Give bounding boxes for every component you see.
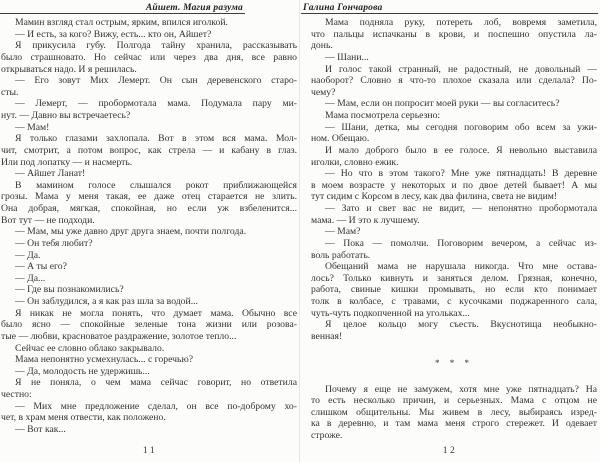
line-gap xyxy=(311,343,597,357)
text-line: — Лемерт, — пробормотала мама. Подумала пару ми- xyxy=(15,98,297,110)
text-line: тут сидим с Корсом в лесу, как два филина, света не видим! xyxy=(311,191,558,203)
text-line: — Но что в этом такого? Мне уже пятнадцать! В деревне xyxy=(325,168,597,180)
running-head-left xyxy=(0,3,245,14)
text-line: — Мам, если он попросит моей руки — вы согласитесь? xyxy=(325,98,560,110)
text-line: Мама подняла руку, потереть лоб, вовремя заметила, xyxy=(325,17,597,28)
text-line: нут. — Давно вы встречаетесь? xyxy=(1,110,131,121)
text-line: Мама непонятно усмехнулась... с горечью? xyxy=(15,354,193,366)
text-line: чет, в храм меня отвести, как положено. xyxy=(1,412,166,424)
text-line: было ясно — спокойные зеленые тона жизни или розова- xyxy=(1,319,297,331)
text-line: — Он заблудился, а я как раз шла за водой... xyxy=(15,296,198,307)
text-line: тые — любви, красноватое раздражение, золотое тепло... xyxy=(1,330,237,342)
text-line: — Он тебя любит? xyxy=(15,237,93,249)
text-line: Почему я еще не замужем, хотя мне уже пятнадцать? На xyxy=(325,383,597,395)
text-line: чуть-чуть подкопченной на угольках... xyxy=(311,307,470,319)
text-line: донь. xyxy=(311,40,333,52)
page-number-left: 11 xyxy=(142,446,158,456)
text-line: честно: xyxy=(1,389,32,400)
text-line: Я прикусила губу. Полгода тайну хранила, рассказывать xyxy=(15,40,297,52)
text-line: — А ты его? xyxy=(15,261,67,273)
text-line: венная! xyxy=(311,330,343,342)
text-line: Она добрая, мягкая, спокойная, но если уж взбеленится... xyxy=(1,203,297,214)
text-line: то есть несколько причин, и серьезных. Мама с отцом не xyxy=(311,395,597,407)
text-line: иголки, словно ежик. xyxy=(311,156,399,168)
book-title-header: Айшет. Магия разума xyxy=(145,3,243,13)
text-line: наоборот? Словно я что-то плохое сказала или сделала? По- xyxy=(311,75,597,87)
text-line: — Айшет Ланат! xyxy=(15,168,86,180)
text-line: в моем возрасте у некоторых и по двое детей бывает! А мы xyxy=(311,179,597,191)
text-line: Или под лопатку — и насмерть. xyxy=(1,156,133,168)
text-line: грозы. Мама у меня такая, ее даже отец старается не злить. xyxy=(1,191,297,203)
text-line: Обещаний мама не нарушала никогда. Что мне остава- xyxy=(325,261,597,273)
text-line: сты. xyxy=(1,86,19,98)
text-line: Я целое кольцо могу съесть. Вкуснотища необыкно- xyxy=(325,319,597,331)
text-line: толк в колбасе, с травами, с кусочками поджаренного сала, xyxy=(311,296,597,307)
text-line: лось? Только кивнуть и заняться делом. Грязная, конечно, xyxy=(311,272,597,284)
text-line: ном. Обещаю. xyxy=(311,133,370,145)
text-line: — Да, молодость не удержишь... xyxy=(15,365,150,377)
text-line: было страшновато. Но сейчас или через два дня, все равно xyxy=(1,51,297,63)
text-line: воль работать. xyxy=(311,249,371,261)
text-line: что пальцы испачканы в крови, и поспешно опустила ла- xyxy=(311,28,597,40)
text-line: Мама посмотрела серьезно: xyxy=(325,110,441,121)
text-line: ка в деревню, и там мама меня строго стережет. И одевает xyxy=(311,418,597,430)
text-line: — Вот как... xyxy=(15,423,66,435)
text-line: — Мам! xyxy=(15,121,50,133)
text-line: Сейчас ее словно облако закрывало. xyxy=(15,342,165,354)
text-line: И голос такой странный, не радостный, не довольный — xyxy=(325,63,597,75)
page-body-right xyxy=(311,17,597,442)
text-line: — Пока — помолчи. Поговорим вечером, а сейчас из- xyxy=(325,237,597,249)
page-number-right: 12 xyxy=(442,446,458,456)
text-line: — Его зовут Мих Лемерт. Он сын деревенского старо- xyxy=(15,75,297,87)
text-line: чит, смотрит, а потом вопрос, как стрела — и кабану в глаз. xyxy=(1,144,297,156)
text-line: Я никак не могла понять, что думает мама. Обычно все xyxy=(15,307,297,319)
author-name-header: Галина Гончарова xyxy=(303,3,383,13)
text-line: — Шани... xyxy=(325,51,369,63)
running-head-right xyxy=(301,3,598,14)
text-line: — И есть, за кого? Вижу, есть... кто он, Айшет? xyxy=(15,28,212,40)
text-line: работа, свиные кишки промывать, но если кто понимает xyxy=(311,284,597,296)
text-line: строже. xyxy=(311,430,343,441)
text-line: — Да. xyxy=(15,249,41,261)
text-line: — Шани, детка, мы сегодня поговорим обо всем за ужи- xyxy=(325,121,597,133)
text-line: Мамин взгляд стал острым, ярким, впился иголкой. xyxy=(15,17,228,28)
text-line: Я только глазами захлопала. Вот в этом вся мама. Мол- xyxy=(15,133,297,145)
text-line: Вот тут — не подходи. xyxy=(1,214,95,226)
text-line: — Мам? xyxy=(325,226,361,238)
text-line: И мало доброго было в ее голосе. Я невольно выставила xyxy=(325,144,597,156)
text-line: В мамином голосе слышался рокот приближающейся xyxy=(15,179,297,191)
text-line: мама. — И это к лучшему. xyxy=(311,214,420,226)
text-line: Я не поняла, о чем мама сейчас говорит, но ответила xyxy=(15,377,297,389)
text-line: — Где вы познакомились? xyxy=(15,284,124,296)
text-line: — Да... xyxy=(15,272,46,284)
line-gap xyxy=(311,370,597,384)
page-right xyxy=(300,0,600,462)
text-line: слишком общительны. Мы живем в лесу, выбираясь изред- xyxy=(311,406,597,418)
section-separator: * * * xyxy=(435,357,473,368)
text-line: — Зато и свет вас не видит, — непонятно пробормотала xyxy=(325,203,597,214)
text-line: открываться надо. И я решилась. xyxy=(1,63,137,75)
text-line: чему? xyxy=(311,86,336,98)
text-line: — Мих мне предложение сделал, он все по-доброму хо- xyxy=(15,400,297,412)
page-body-left xyxy=(1,17,297,436)
text-line: — Мам, мы уже давно друг друга знаем, почти полгода. xyxy=(15,226,247,238)
